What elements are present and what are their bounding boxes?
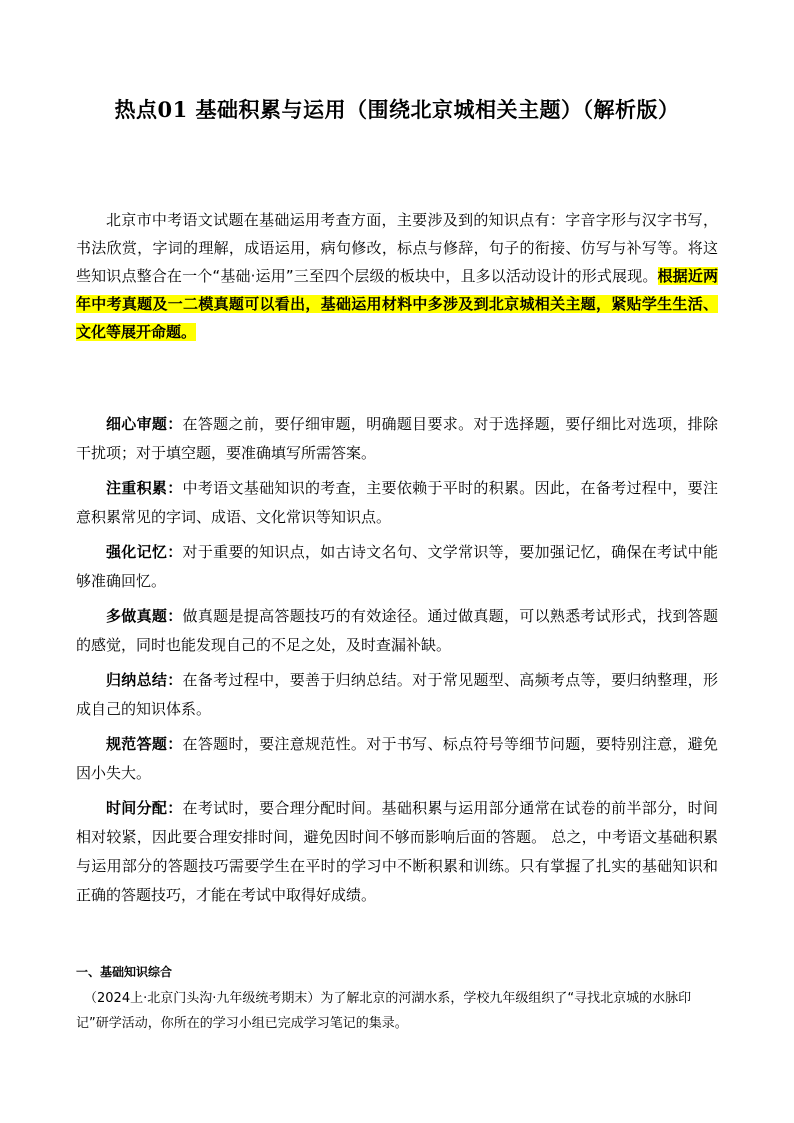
tip-item [76, 410, 718, 468]
tip-item [76, 730, 718, 788]
tip-text: 在答题时，要注意规范性。对于书写、标点符号等细节问题，要特别注意，避免因小失大。 [76, 735, 718, 782]
tip-label: 归纳总结： [106, 671, 183, 689]
tip-text: 做真题是提高答题技巧的有效途径。通过做真题，可以熟悉考试形式，找到答题的感觉，同时也能发现自己的不足之处，及时查漏补缺。 [76, 607, 718, 654]
intro-paragraph [76, 206, 718, 346]
tip-item [76, 474, 718, 532]
tip-text: 对于重要的知识点，如古诗文名句、文学常识等，要加强记忆，确保在考试中能够准确回忆。 [76, 543, 718, 590]
tip-text: 在备考过程中，要善于归纳总结。对于常见题型、高频考点等，要归纳整理，形成自己的知识体系。 [76, 671, 718, 718]
tip-label: 多做真题： [106, 607, 183, 625]
tip-item [76, 666, 718, 724]
page-title: 热点01 基础积累与运用（围绕北京城相关主题）（解析版） [114, 97, 680, 123]
tip-text: 中考语文基础知识的考查，主要依赖于平时的积累。因此，在备考过程中，要注意积累常见的字词、成语、文化常识等知识点。 [76, 479, 718, 526]
tip-item [76, 602, 718, 660]
intro-highlight: 根据近两年中考真题及一二模真题可以看出，基础运用材料中多涉及到北京城相关主题，紧贴学生生活、文化等展开命题。 [76, 267, 718, 341]
tip-label: 细心审题： [106, 415, 183, 433]
tip-item [76, 794, 718, 910]
tip-label: 注重积累： [106, 479, 183, 497]
tip-text: 在答题之前，要仔细审题，明确题目要求。对于选择题，要仔细比对选项，排除干扰项；对于填空题，要准确填写所需答案。 [76, 415, 718, 462]
intro-text: 北京市中考语文试题在基础运用考查方面，主要涉及到的知识点有：字音字形与汉字书写，书法欣赏，字词的理解，成语运用，病句修改，标点与修辞，句子的衔接、仿写与补写等。将这些知识点整合在一个“基础·运用”三至四个层级的板块中，且多以活动设计的形式展现。 [76, 211, 718, 285]
tip-text: 在考试时，要合理分配时间。基础积累与运用部分通常在试卷的前半部分，时间相对较紧，因此要合理安排时间，避免因时间不够而影响后面的答题。 总之，中考语文基础积累与运用部分的答题技巧需要学生在平时的学习中不断积累和训练。只有掌握了扎实的基础知识和正确的答题技巧，才能在考试中取得好成绩。 [76, 799, 718, 904]
tip-item [76, 538, 718, 596]
question-intro: （2024上·北京门头沟·九年级统考期末）为了解北京的河湖水系，学校九年级组织了“寻找北京城的水脉印记”研学活动，你所在的学习小组已完成学习笔记的集录。 [76, 991, 692, 1031]
tips-list [76, 410, 718, 916]
tip-label: 时间分配： [106, 799, 183, 817]
section-heading: 一、基础知识综合 [76, 965, 173, 979]
tip-label: 强化记忆： [106, 543, 183, 561]
tip-label: 规范答题： [106, 735, 183, 753]
